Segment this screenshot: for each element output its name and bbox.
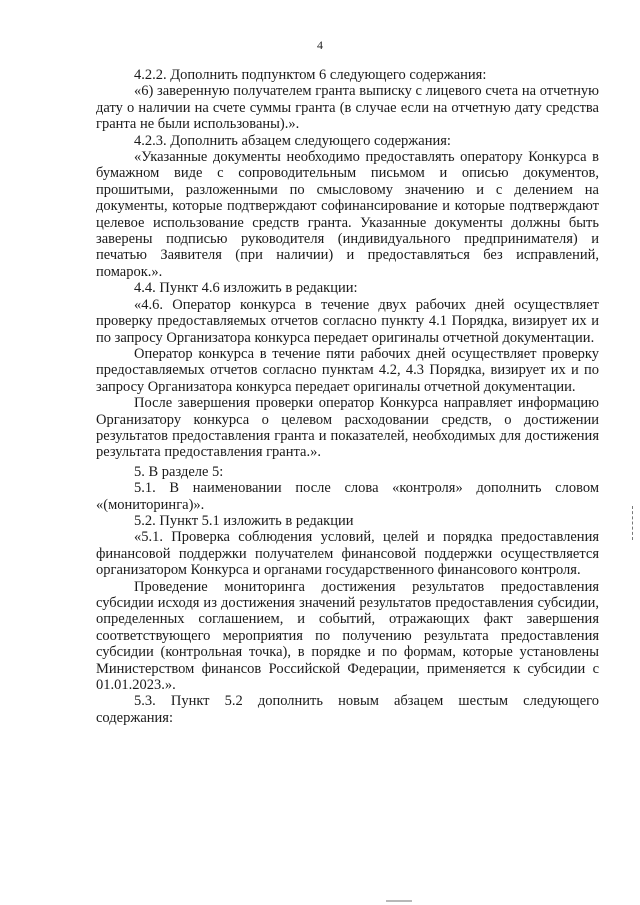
paragraph-operator-five-days: Оператор конкурса в течение пяти рабочих дней осуществляет проверку предоставляемых отчетов согласно пунктам 4.2, 4.3 Порядка, визирует их и по запросу Организатора конкурса передает оригиналы отчетной документации.: [96, 345, 599, 395]
paragraph-5-2: 5.2. Пункт 5.1 изложить в редакции: [134, 512, 354, 529]
paragraph-5-3: 5.3. Пункт 5.2 дополнить новым абзацем шестым следующего содержания:: [96, 693, 599, 726]
paragraph-after-check: После завершения проверки оператор Конкурса направляет информацию Организатору конкурса о целевом расходовании средств, о достижении результатов предоставления гранта и показателей, необходимых для достижения результата предоставления гранта.».: [96, 395, 599, 461]
paragraph-4-2-2: 4.2.2. Дополнить подпунктом 6 следующего содержания:: [134, 67, 487, 83]
paragraph-5-1-text: «5.1. Проверка соблюдения условий, целей и порядка предоставления финансовой поддержки получателем финансовой поддержки осуществляется организатором Конкурса и органами государственного финансового контроля.: [96, 529, 599, 579]
paragraph-5-1: 5.1. В наименовании после слова «контроля» дополнить словом «(мониторинга)».: [96, 480, 599, 513]
scan-smudge: [386, 900, 412, 902]
paragraph-4-4: 4.4. Пункт 4.6 изложить в редакции:: [134, 280, 358, 297]
paragraph-documents-requirements: «Указанные документы необходимо предоставлять оператору Конкурса в бумажном виде с сопроводительным письмом и описью документов, прошитыми, разложенными по смысловому значению и с делением на документы, которые подтверждают софинансирование и которые подтверждают целевое использование средств гранта. Указанные документы должны быть заверены подписью руководителя (индивидуального предпринимателя) и печатью Заявителя (при наличии) и предоставляться без исправлений, помарок.».: [96, 149, 599, 280]
paragraph-4-2-3: 4.2.3. Дополнить абзацем следующего содержания:: [134, 132, 451, 149]
scan-margin-mark: [632, 506, 636, 540]
paragraph-4-6-text: «4.6. Оператор конкурса в течение двух рабочих дней осуществляет проверку предоставляемых отчетов согласно пункту 4.1 Порядка, визирует их и по запросу Организатора конкурса передает оригиналы отчетной документации.: [96, 296, 599, 346]
paragraph-section-5: 5. В разделе 5:: [134, 463, 224, 480]
paragraph-monitoring: Проведение мониторинга достижения результатов предоставления субсидии исходя из достижения значений результатов предоставления субсидии, определенных соглашением, и событий, отражающих факт завершения соответствующего мероприятия по получению результата предоставления субсидии (контрольная точка), в порядке и по формам, которые установлены Министерством финансов Российской Федерации, применяется к субсидии с 01.01.2023.».: [96, 578, 599, 694]
document-body: [96, 67, 599, 726]
page-number: 4: [317, 38, 323, 52]
paragraph-subpoint-6: «6) заверенную получателем гранта выписку с лицевого счета на отчетную дату о наличии на счете суммы гранта (в случае если на отчетную дату средства гранта не были использованы).».: [96, 83, 599, 133]
